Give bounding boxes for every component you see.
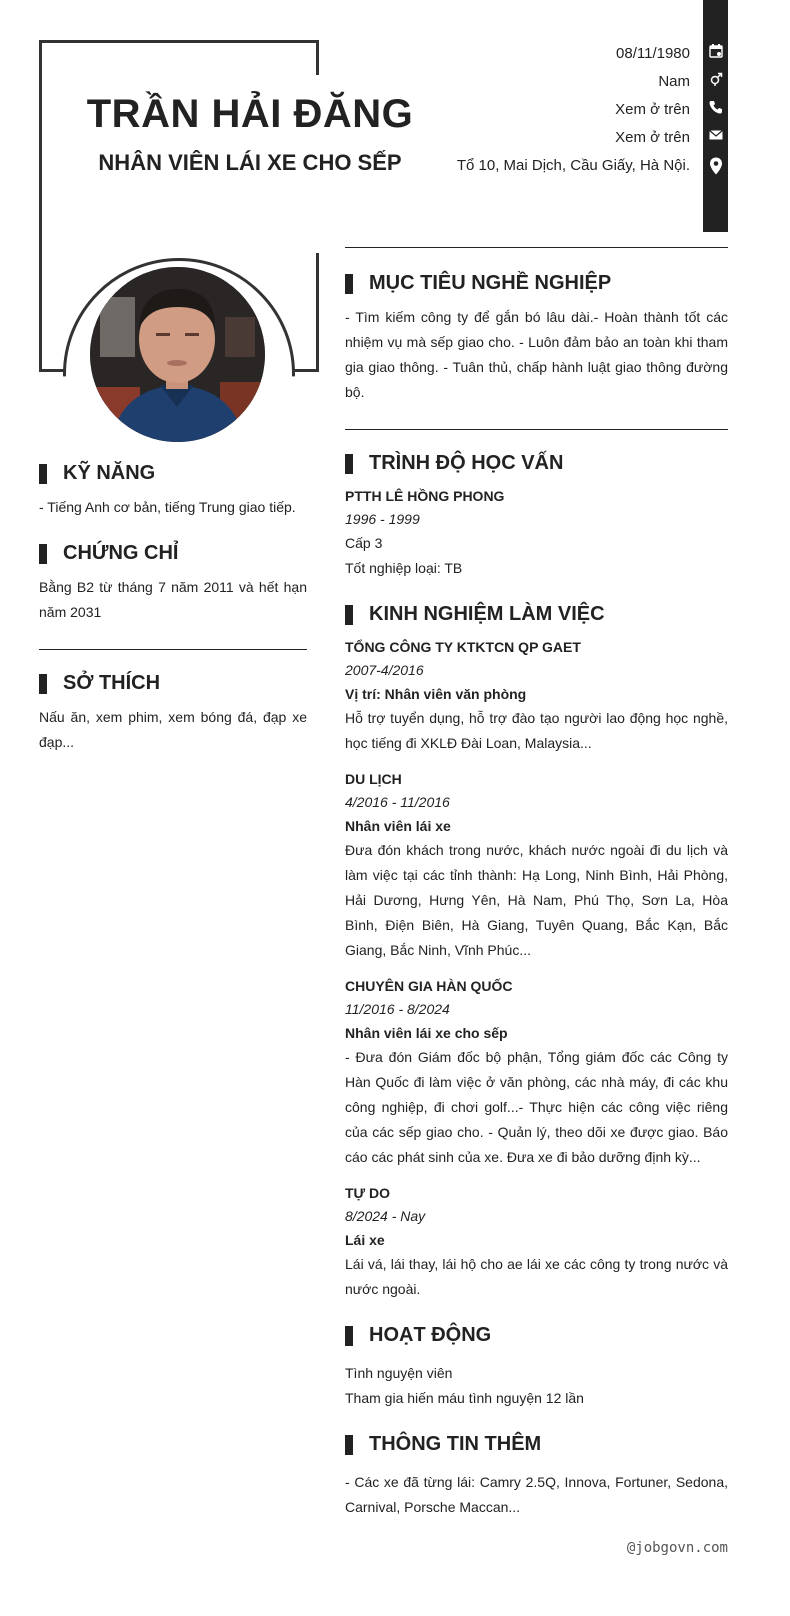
activities-heading [345, 1324, 728, 1347]
header-frame-bottom-right [292, 369, 319, 372]
education-heading [345, 452, 728, 475]
heading-bar [39, 464, 47, 484]
contact-address: Tổ 10, Mai Dịch, Cầu Giấy, Hà Nội. [456, 157, 690, 174]
objective-heading-text: MỤC TIÊU NGHỀ NGHIỆP [369, 272, 612, 294]
activities-section [345, 1324, 728, 1411]
hobbies-section [39, 672, 307, 755]
job-description: Hỗ trợ tuyển dụng, hỗ trợ đào tạo người lao động học nghề, học tiếng đi XKLĐ Đài Loan, Malaysia... [345, 710, 728, 751]
job-item [345, 636, 728, 756]
extra-heading-text: THÔNG TIN THÊM [369, 1433, 542, 1455]
experience-heading-text: KINH NGHIỆM LÀM VIỆC [369, 603, 605, 625]
education-time: 1996 - 1999 [345, 511, 420, 527]
certificates-heading [39, 542, 307, 565]
objective-heading [345, 272, 728, 295]
experience-section [345, 603, 728, 1302]
job-company: CHUYÊN GIA HÀN QUỐC [345, 978, 513, 994]
job-description: Lái vá, lái thay, lái hộ cho ae lái xe các công ty trong nước và nước ngoài. [345, 1256, 728, 1297]
right-divider-top [345, 247, 728, 248]
education-heading-text: TRÌNH ĐỘ HỌC VẤN [369, 452, 564, 474]
right-column [345, 247, 728, 1520]
right-divider-mid [345, 429, 728, 430]
heading-bar [345, 274, 353, 294]
job-position: Nhân viên lái xe [345, 818, 451, 834]
header-frame-left [39, 40, 42, 372]
certificates-heading-text: CHỨNG CHỈ [63, 542, 179, 564]
heading-bar [345, 1326, 353, 1346]
job-company: TỰ DO [345, 1185, 391, 1201]
education-grade: Tốt nghiệp loại: TB [345, 560, 463, 576]
header-frame-right-low [316, 253, 319, 372]
phone-icon [709, 100, 723, 114]
heading-bar [39, 674, 47, 694]
location-pin-icon [709, 157, 723, 175]
calendar-icon [709, 44, 723, 58]
education-school: PTTH LÊ HỒNG PHONG [345, 488, 505, 504]
job-description: Đưa đón khách trong nước, khách nước ngoài đi du lịch và làm việc tại các tỉnh thành: Hạ Long, Ninh Bình, Hải Phòng, Hải Dương, Hưng Yên, Hà Nam, Phú Thọ, Sơn La, Hòa Bình, Điện Biên, Hà Giang, Tuyên Quang, Bắc Kạn, Bắc Giang, Bắc Ninh, Vĩnh Phúc... [345, 842, 728, 958]
header-frame-bottom-left [39, 369, 65, 372]
extra-section [345, 1433, 728, 1520]
extra-text: - Các xe đã từng lái: Camry 2.5Q, Innova, Fortuner, Sedona, Carnival, Porsche Maccan... [345, 1474, 728, 1515]
experience-heading [345, 603, 728, 626]
activities-desc: Tham gia hiến máu tình nguyện 12 lần [345, 1390, 584, 1406]
education-level: Cấp 3 [345, 535, 383, 551]
email-icon [709, 128, 723, 142]
header-frame-top [39, 40, 319, 43]
contact-email: Xem ở trên [615, 129, 690, 146]
job-item [345, 768, 728, 963]
contact-birthday: 08/11/1980 [616, 45, 690, 62]
objective-text: - Tìm kiếm công ty để gắn bó lâu dài.- Hoàn thành tốt các nhiệm vụ mà sếp giao cho. - Luôn đảm bảo an toàn khi tham gia giao thông. - Tuân thủ, chấp hành luật giao thông đường bộ. [345, 309, 728, 400]
left-column [39, 462, 307, 755]
certificates-section [39, 542, 307, 625]
candidate-name: TRẦN HẢI ĐĂNG [86, 92, 414, 136]
contact-block [430, 40, 690, 177]
heading-bar [39, 544, 47, 564]
job-item [345, 1182, 728, 1302]
certificates-text: Bằng B2 từ tháng 7 năm 2011 và hết hạn năm 2031 [39, 579, 307, 620]
left-divider [39, 649, 307, 650]
heading-bar [345, 605, 353, 625]
activities-heading-text: HOẠT ĐỘNG [369, 1324, 492, 1346]
job-position: Lái xe [345, 1232, 385, 1248]
job-position: Vị trí: Nhân viên văn phòng [345, 686, 527, 702]
job-description: - Đưa đón Giám đốc bộ phận, Tổng giám đốc các Công ty Hàn Quốc đi làm việc ở văn phòng, các nhà máy, đi các khu công nghiệp, đi chơi golf...- Thực hiện các công việc riêng của các sếp giao cho. - Quản lý, theo dõi xe được giao. Báo cáo các phát sinh của xe. Đưa xe đi bảo dưỡng định kỳ... [345, 1049, 728, 1165]
job-time: 4/2016 - 11/2016 [345, 794, 450, 810]
avatar [90, 267, 265, 442]
header-frame-right-stub [316, 40, 319, 75]
hobbies-heading [39, 672, 307, 695]
footer-brand: @jobgovn.com [626, 1540, 728, 1556]
hobbies-text: Nấu ăn, xem phim, xem bóng đá, đạp xe đạp... [39, 709, 307, 750]
skills-heading [39, 462, 307, 485]
objective-section [345, 272, 728, 405]
avatar-photo [90, 267, 265, 442]
skills-text: - Tiếng Anh cơ bản, tiếng Trung giao tiếp. [39, 499, 296, 515]
education-section [345, 452, 728, 581]
job-time: 8/2024 - Nay [345, 1208, 426, 1224]
heading-bar [345, 1435, 353, 1455]
activities-role: Tình nguyện viên [345, 1365, 453, 1381]
hobbies-heading-text: SỞ THÍCH [63, 672, 161, 694]
job-item [345, 975, 728, 1170]
skills-heading-text: KỸ NĂNG [63, 462, 156, 484]
job-company: DU LỊCH [345, 771, 402, 787]
contact-phone: Xem ở trên [615, 101, 690, 118]
skills-section [39, 462, 307, 520]
candidate-title: NHÂN VIÊN LÁI XE CHO SẾP [98, 150, 402, 175]
heading-bar [345, 454, 353, 474]
gender-icon [709, 72, 723, 86]
contact-icon-bar [703, 0, 728, 232]
extra-heading [345, 1433, 728, 1456]
job-time: 11/2016 - 8/2024 [345, 1001, 450, 1017]
job-company: TỔNG CÔNG TY KTKTCN QP GAET [345, 639, 581, 655]
job-position: Nhân viên lái xe cho sếp [345, 1025, 508, 1041]
contact-gender: Nam [658, 73, 690, 90]
job-time: 2007-4/2016 [345, 662, 424, 678]
